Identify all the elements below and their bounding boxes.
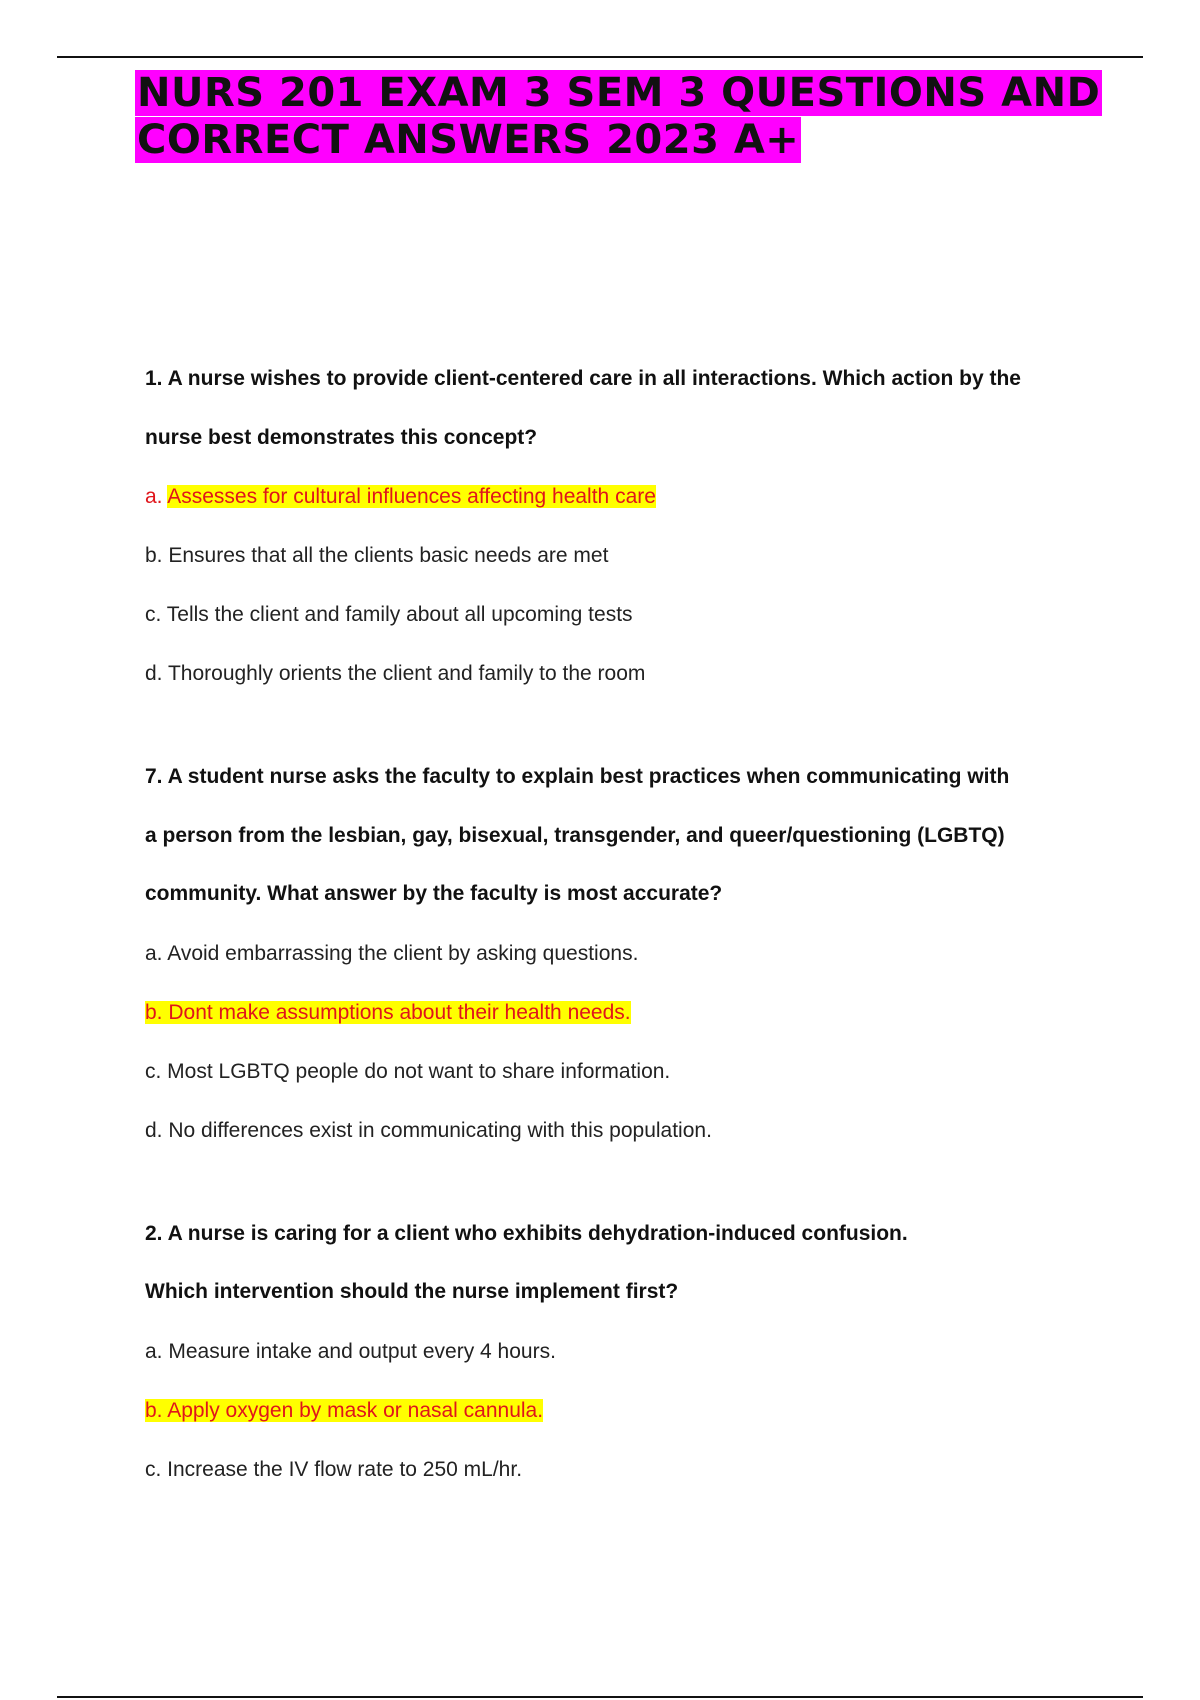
question-text-line: 2. A nurse is caring for a client who exhibits dehydration-induced confusion.: [145, 1221, 908, 1245]
option-d: d. No differences exist in communicating with this population.: [145, 1118, 712, 1142]
option-b: b. Ensures that all the clients basic needs are met: [145, 544, 609, 567]
option-c: c. Tells the client and family about all upcoming tests: [145, 603, 633, 626]
top-rule: [57, 56, 1143, 58]
question-text-line: 7. A student nurse asks the faculty to explain best practices when communicating with: [145, 765, 1010, 788]
answer-highlight: b. Apply oxygen by mask or nasal cannula.: [145, 1398, 544, 1422]
question-text-line: Which intervention should the nurse implement first?: [145, 1280, 679, 1303]
question-7: [145, 748, 1105, 1160]
option-b-correct: [145, 1381, 1105, 1440]
question-text-line: 1. A nurse wishes to provide client-centered care in all interactions. Which action by the: [145, 367, 1021, 390]
option-b-correct: [145, 983, 1105, 1042]
question-2: [145, 1205, 1105, 1499]
document-title: [135, 70, 1135, 164]
option-prefix: a.: [145, 485, 168, 508]
option-c: c. Most LGBTQ people do not want to share information.: [145, 1059, 671, 1083]
bottom-rule: [57, 1696, 1143, 1698]
question-list: [145, 350, 1105, 1544]
answer-highlight: b. Dont make assumptions about their health needs.: [145, 1000, 631, 1024]
answer-highlight: Assesses for cultural influences affecting health care: [167, 485, 656, 508]
option-c: c. Increase the IV flow rate to 250 mL/hr.: [145, 1457, 523, 1481]
title-line-2: CORRECT ANSWERS 2023 A+: [137, 117, 800, 163]
question-1: [145, 350, 1105, 703]
option-a: a. Avoid embarrassing the client by asking questions.: [145, 941, 639, 965]
option-a: a. Measure intake and output every 4 hours.: [145, 1339, 556, 1363]
question-text-line: community. What answer by the faculty is most accurate?: [145, 882, 723, 905]
question-text-line: a person from the lesbian, gay, bisexual, transgender, and queer/questioning (LGBTQ): [145, 823, 1005, 847]
option-a-correct: [145, 467, 1105, 526]
option-d: d. Thoroughly orients the client and family to the room: [145, 662, 646, 685]
title-line-1: NURS 201 EXAM 3 SEM 3 QUESTIONS AND: [137, 70, 1101, 116]
question-text-line: nurse best demonstrates this concept?: [145, 425, 538, 449]
